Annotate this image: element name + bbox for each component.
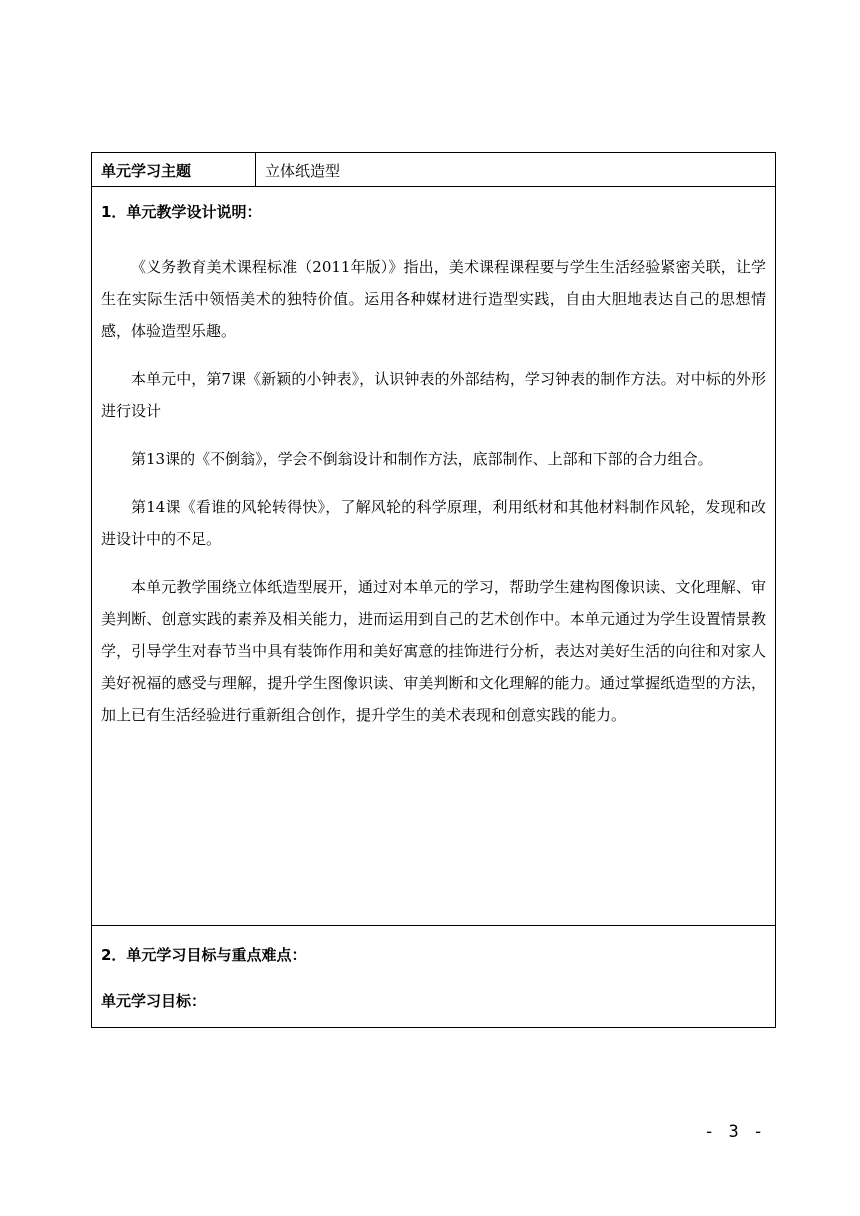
page-number: - 3 - bbox=[704, 1122, 766, 1142]
topic-label: 单元学习主题 bbox=[92, 153, 256, 186]
lesson-plan-table bbox=[91, 152, 776, 1028]
topic-row bbox=[92, 153, 775, 187]
goals-subheading: 单元学习目标： bbox=[101, 992, 207, 1010]
goals-section bbox=[92, 926, 775, 1027]
paragraph-lesson-13: 第13课的《不倒翁》，学会不倒翁设计和制作方法，底部制作、上部和下部的合力组合。 bbox=[131, 450, 713, 468]
paragraph-unit-summary: 本单元教学围绕立体纸造型展开，通过对本单元的学习，帮助学生建构图像识读、文化理解、审美判断、创意实践的素养及相关能力，进而运用到自己的艺术创作中。本单元通过为学生设置情景教学，引导学生对春节当中具有装饰作用和美好寓意的挂饰进行分析，表达对美好生活的向往和对家人美好祝福的感受与理解，提升学生图像识读、审美判断和文化理解的能力。通过掌握纸造型的方法，加上已有生活经验进行重新组合创作，提升学生的美术表现和创意实践的能力。 bbox=[101, 578, 766, 724]
topic-value: 立体纸造型 bbox=[265, 162, 341, 180]
paragraph-lesson-7: 本单元中，第7课《新颖的小钟表》，认识钟表的外部结构，学习钟表的制作方法。对中标的外形进行设计 bbox=[101, 370, 766, 420]
paragraph-standard: 《义务教育美术课程标准（2011年版）》指出，美术课程课程要与学生生活经验紧密关联，让学生在实际生活中领悟美术的独特价值。运用各种媒材进行造型实践，自由大胆地表达自己的思想情感，体验造型乐趣。 bbox=[101, 258, 766, 340]
design-notes-section bbox=[92, 187, 775, 926]
goals-heading: 2．单元学习目标与重点难点： bbox=[101, 946, 307, 964]
design-notes-heading: 1．单元教学设计说明： bbox=[101, 203, 262, 221]
paragraph-lesson-14: 第14课《看谁的风轮转得快》，了解风轮的科学原理，利用纸材和其他材料制作风轮，发现和改进设计中的不足。 bbox=[101, 498, 766, 548]
